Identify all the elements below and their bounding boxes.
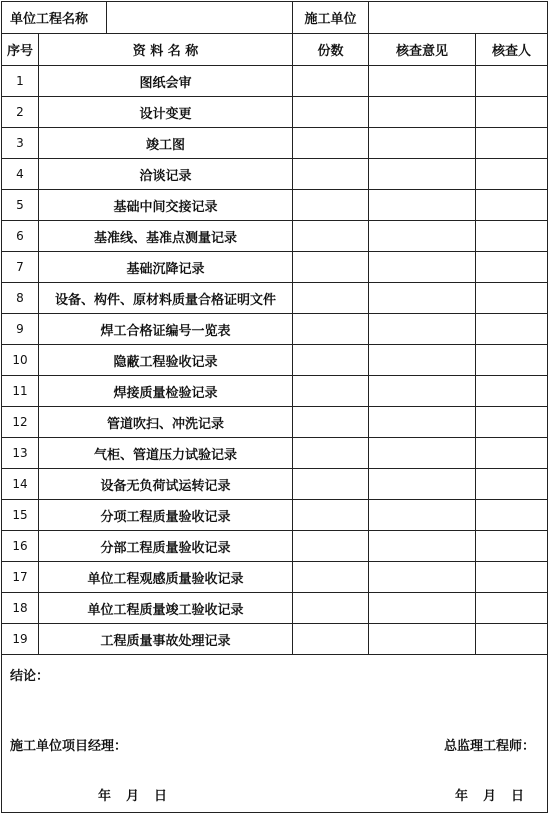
row-doc-name: 洽谈记录 <box>39 159 293 190</box>
row-opinion-cell[interactable] <box>369 66 476 97</box>
table-row <box>2 593 548 624</box>
row-doc-name: 工程质量事故处理记录 <box>39 624 293 655</box>
row-opinion-cell[interactable] <box>369 283 476 314</box>
row-seq: 10 <box>2 345 39 376</box>
row-checker-cell[interactable] <box>476 438 548 469</box>
row-seq: 15 <box>2 500 39 531</box>
row-copies-cell[interactable] <box>293 345 369 376</box>
row-checker-cell[interactable] <box>476 500 548 531</box>
row-seq: 7 <box>2 252 39 283</box>
row-opinion-cell[interactable] <box>369 190 476 221</box>
row-seq: 3 <box>2 128 39 159</box>
table-row <box>2 376 548 407</box>
row-seq: 1 <box>2 66 39 97</box>
row-opinion-cell[interactable] <box>369 624 476 655</box>
header-row <box>2 2 548 34</box>
row-copies-cell[interactable] <box>293 252 369 283</box>
row-doc-name: 竣工图 <box>39 128 293 159</box>
row-seq: 5 <box>2 190 39 221</box>
row-copies-cell[interactable] <box>293 469 369 500</box>
col-copies-header: 份数 <box>293 34 369 66</box>
row-opinion-cell[interactable] <box>369 593 476 624</box>
row-checker-cell[interactable] <box>476 66 548 97</box>
table-body <box>2 66 548 655</box>
project-name-label: 单位工程名称 <box>2 2 107 33</box>
inspection-form <box>1 1 549 815</box>
row-opinion-cell[interactable] <box>369 438 476 469</box>
project-name-field[interactable] <box>107 2 292 33</box>
row-doc-name: 基准线、基准点测量记录 <box>39 221 293 252</box>
row-checker-cell[interactable] <box>476 407 548 438</box>
row-doc-name: 气柜、管道压力试验记录 <box>39 438 293 469</box>
table-row <box>2 438 548 469</box>
row-doc-name: 单位工程质量竣工验收记录 <box>39 593 293 624</box>
row-opinion-cell[interactable] <box>369 469 476 500</box>
col-name-header: 资 料 名 称 <box>39 34 293 66</box>
row-seq: 8 <box>2 283 39 314</box>
row-checker-cell[interactable] <box>476 252 548 283</box>
table-row <box>2 283 548 314</box>
footer-box <box>2 655 547 812</box>
row-opinion-cell[interactable] <box>369 562 476 593</box>
row-copies-cell[interactable] <box>293 376 369 407</box>
conclusion-label: 结论： <box>10 669 50 684</box>
row-seq: 16 <box>2 531 39 562</box>
row-copies-cell[interactable] <box>293 128 369 159</box>
row-checker-cell[interactable] <box>476 190 548 221</box>
row-seq: 13 <box>2 438 39 469</box>
row-opinion-cell[interactable] <box>369 128 476 159</box>
row-checker-cell[interactable] <box>476 593 548 624</box>
row-checker-cell[interactable] <box>476 531 548 562</box>
project-manager-label: 施工单位项目经理： <box>10 739 128 754</box>
row-checker-cell[interactable] <box>476 314 548 345</box>
row-checker-cell[interactable] <box>476 376 548 407</box>
row-seq: 6 <box>2 221 39 252</box>
row-checker-cell[interactable] <box>476 469 548 500</box>
table-row <box>2 66 548 97</box>
table-row <box>2 469 548 500</box>
row-opinion-cell[interactable] <box>369 159 476 190</box>
row-checker-cell[interactable] <box>476 562 548 593</box>
row-seq: 17 <box>2 562 39 593</box>
row-doc-name: 管道吹扫、冲洗记录 <box>39 407 293 438</box>
row-copies-cell[interactable] <box>293 190 369 221</box>
row-seq: 14 <box>2 469 39 500</box>
row-checker-cell[interactable] <box>476 624 548 655</box>
row-doc-name: 分部工程质量验收记录 <box>39 531 293 562</box>
chief-supervisor-label: 总监理工程师： <box>443 739 535 754</box>
row-copies-cell[interactable] <box>293 624 369 655</box>
row-copies-cell[interactable] <box>293 593 369 624</box>
table-row <box>2 97 548 128</box>
row-doc-name: 设计变更 <box>39 97 293 128</box>
table-row <box>2 221 548 252</box>
row-doc-name: 隐蔽工程验收记录 <box>39 345 293 376</box>
column-header-row <box>2 34 548 66</box>
row-copies-cell[interactable] <box>293 562 369 593</box>
table-row <box>2 500 548 531</box>
row-seq: 2 <box>2 97 39 128</box>
row-opinion-cell[interactable] <box>369 252 476 283</box>
row-copies-cell[interactable] <box>293 283 369 314</box>
row-doc-name: 焊工合格证编号一览表 <box>39 314 293 345</box>
row-copies-cell[interactable] <box>293 500 369 531</box>
col-opinion-header: 核查意见 <box>369 34 476 66</box>
row-checker-cell[interactable] <box>476 221 548 252</box>
table-row <box>2 314 548 345</box>
col-checker-header: 核查人 <box>476 34 548 66</box>
table-row <box>2 128 548 159</box>
row-copies-cell[interactable] <box>293 407 369 438</box>
row-copies-cell[interactable] <box>293 531 369 562</box>
row-checker-cell[interactable] <box>476 128 548 159</box>
col-seq-header: 序号 <box>2 34 39 66</box>
table-row <box>2 252 548 283</box>
row-opinion-cell[interactable] <box>369 221 476 252</box>
row-opinion-cell[interactable] <box>369 345 476 376</box>
row-opinion-cell[interactable] <box>369 500 476 531</box>
row-copies-cell[interactable] <box>293 159 369 190</box>
table-row <box>2 345 548 376</box>
table-row <box>2 407 548 438</box>
row-seq: 9 <box>2 314 39 345</box>
date-right: 年 月 日 <box>454 789 525 804</box>
row-checker-cell[interactable] <box>476 97 548 128</box>
row-doc-name: 焊接质量检验记录 <box>39 376 293 407</box>
row-doc-name: 设备、构件、原材料质量合格证明文件 <box>39 283 293 314</box>
row-checker-cell[interactable] <box>476 159 548 190</box>
row-copies-cell[interactable] <box>293 438 369 469</box>
row-checker-cell[interactable] <box>476 283 548 314</box>
row-seq: 11 <box>2 376 39 407</box>
row-doc-name: 基础中间交接记录 <box>39 190 293 221</box>
row-doc-name: 图纸会审 <box>39 66 293 97</box>
row-opinion-cell[interactable] <box>369 531 476 562</box>
contractor-label: 施工单位 <box>293 2 369 34</box>
row-opinion-cell[interactable] <box>369 376 476 407</box>
row-copies-cell[interactable] <box>293 66 369 97</box>
date-left: 年 月 日 <box>98 789 169 804</box>
table-row <box>2 531 548 562</box>
records-table <box>1 1 548 813</box>
row-opinion-cell[interactable] <box>369 314 476 345</box>
row-doc-name: 设备无负荷试运转记录 <box>39 469 293 500</box>
row-seq: 4 <box>2 159 39 190</box>
row-seq: 12 <box>2 407 39 438</box>
row-seq: 18 <box>2 593 39 624</box>
row-copies-cell[interactable] <box>293 97 369 128</box>
row-opinion-cell[interactable] <box>369 407 476 438</box>
row-seq: 19 <box>2 624 39 655</box>
footer-row <box>2 655 548 813</box>
row-doc-name: 分项工程质量验收记录 <box>39 500 293 531</box>
table-row <box>2 190 548 221</box>
table-row <box>2 159 548 190</box>
table-row <box>2 624 548 655</box>
row-doc-name: 单位工程观感质量验收记录 <box>39 562 293 593</box>
row-checker-cell[interactable] <box>476 345 548 376</box>
row-doc-name: 基础沉降记录 <box>39 252 293 283</box>
table-row <box>2 562 548 593</box>
row-copies-cell[interactable] <box>293 221 369 252</box>
contractor-field[interactable] <box>369 2 548 34</box>
row-copies-cell[interactable] <box>293 314 369 345</box>
row-opinion-cell[interactable] <box>369 97 476 128</box>
